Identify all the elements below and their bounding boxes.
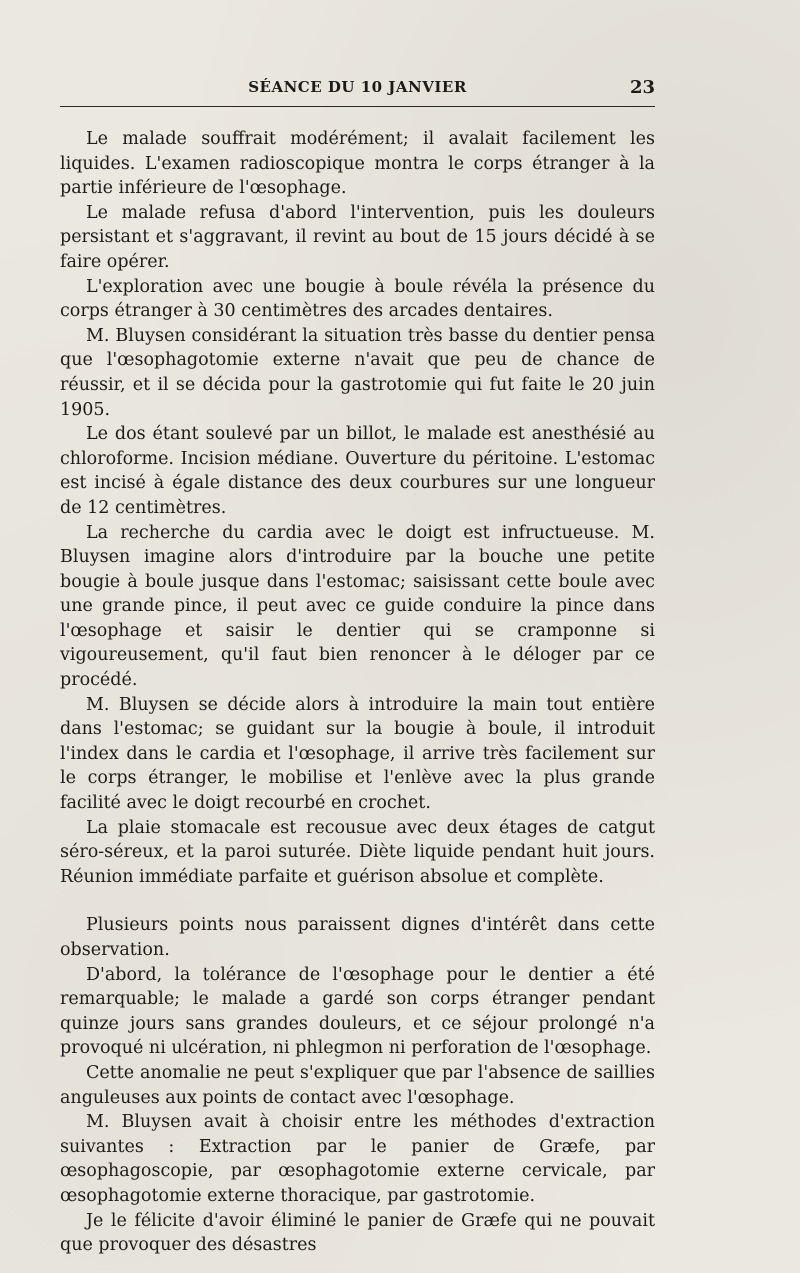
paragraph: La recherche du cardia avec le doigt est infructueuse. M. Bluysen imagine alors d'introduire par la bouche une petite bougie à boule jusque dans l'estomac; saisissant cette boule avec une grande pince, il peut avec ce guide conduire la pince dans l'œsophage et saisir le dentier qui se cramponne si vigoureusement, qu'il faut bien renoncer à le déloger par ce procédé. [60,522,655,691]
paragraph: D'abord, la tolérance de l'œsophage pour le dentier a été remarquable; le malade a gardé son corps étranger pendant quinze jours sans grandes douleurs, et ce séjour prolongé n'a provoqué ni ulcération, ni phlegmon ni perforation de l'œsophage. [60,964,655,1059]
paragraph: M. Bluysen se décide alors à introduire la main tout entière dans l'estomac; se guidant sur la bougie à boule, il introduit l'index dans le cardia et l'œsophage, il arrive très facilement sur le corps étranger, le mobilise et l'enlève avec la plus grande facilité avec le doigt recourbé en crochet. [60,694,655,814]
paragraph: Je le félicite d'avoir éliminé le panier de Græfe qui ne pouvait que provoquer des désastres [60,1210,655,1256]
paragraph: La plaie stomacale est recousue avec deux étages de catgut séro-séreux, et la paroi suturée. Diète liquide pendant huit jours. Réunion immédiate parfaite et guérison absolue et complète. [60,817,655,887]
running-title: SÉANCE DU 10 JANVIER [248,78,467,96]
paragraph: Le dos étant soulevé par un billot, le malade est anesthésié au chloroforme. Incision médiane. Ouverture du péritoine. L'estomac est incisé à égale distance des deux courbures sur une longueur de 12 centimètres. [60,424,655,518]
paragraph: Plusieurs points nous paraissent dignes d'intérêt dans cette observation. [60,915,655,960]
running-header [60,76,655,102]
body-text [60,127,655,1258]
paragraph: Le malade souffrait modérément; il avalait facilement les liquides. L'examen radioscopique montra le corps étranger à la partie inférieure de l'œsophage. [60,129,655,199]
page-number: 23 [629,77,655,98]
paragraph: M. Bluysen considérant la situation très basse du dentier pensa que l'œsophagotomie externe n'avait que peu de chance de réussir, et il se décida pour la gastrotomie qui fut faite le 20 juin 1905. [60,325,655,420]
paragraph: L'exploration avec une bougie à boule révéla la présence du corps étranger à 30 centimètres des arcades dentaires. [60,276,655,322]
header-rule [60,106,655,107]
paragraph: Cette anomalie ne peut s'expliquer que par l'absence de saillies anguleuses aux points de contact avec l'œsophage. [60,1062,655,1108]
paragraph: Le malade refusa d'abord l'intervention, puis les douleurs persistant et s'aggravant, il revint au bout de 15 jours décidé à se faire opérer. [60,202,655,272]
paragraph: M. Bluysen avait à choisir entre les méthodes d'extraction suivantes : Extraction par le panier de Græfe, par œsophagoscopie, par œsophagotomie externe cervicale, par œsophagotomie externe thoracique, par gastrotomie. [60,1112,655,1206]
